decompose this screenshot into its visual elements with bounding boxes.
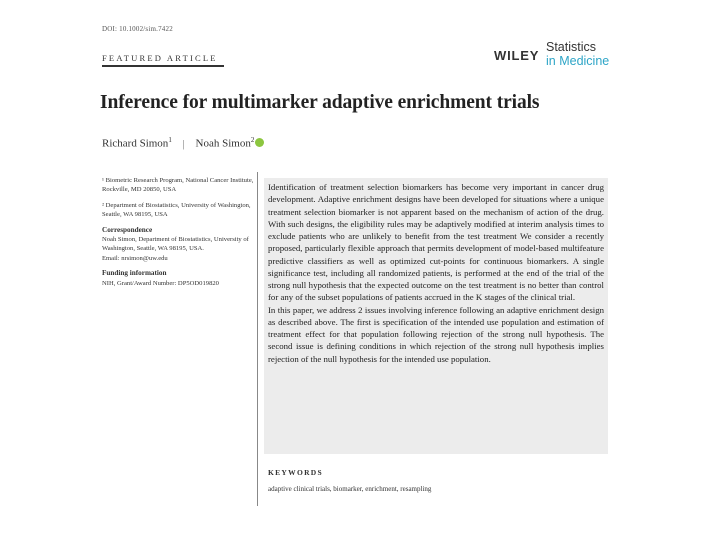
journal-logo xyxy=(494,40,614,72)
abstract-paragraph-1: Identification of treatment selection biomarkers has become very important in cancer drug development. Adaptive enrichment designs have been developed for situations where a unique treatment selection biomarker is not apparent based on the mechanism of action of the drug. With such designs, the eligibility rules may be adaptively modified at interim analysis times to exclude patients who are unlikely to benefit from the test treatment We consider a recently proposed, particularly flexible approach that permits development of model-based multifeature predictive classifiers as well as optimized cut-points for continuous biomarkers. A single significance test, including all randomized patients, is performed at the end of the trial of the strong null hypothesis that the expected outcome on the test treatment is no better than control for any of the subset populations of patients accrued in the K stages of the clinical trial. xyxy=(268,182,604,303)
correspondence-heading: Correspondence xyxy=(102,225,153,234)
keywords-heading: KEYWORDS xyxy=(268,468,323,477)
article-type-label: FEATURED ARTICLE xyxy=(102,53,218,63)
affiliation-2: ² Department of Biostatistics, University of Washington, Seattle, WA 98195, USA xyxy=(102,201,251,219)
orcid-icon[interactable] xyxy=(255,138,264,147)
author-affiliation-mark: 2 xyxy=(250,136,255,144)
journal-name-line2: in Medicine xyxy=(546,54,610,68)
affiliation-1: ¹ Biometric Research Program, National Cancer Institute, Rockville, MD 20850, USA xyxy=(102,177,254,194)
author-list xyxy=(102,136,264,150)
funding-heading: Funding information xyxy=(102,269,167,278)
author-separator: | xyxy=(182,137,185,150)
abstract-paragraph-2: In this paper, we address 2 issues involving inference following an adaptive enrichment design as described above. The first is specification of the intended use population and estimation of treatment effect for that population following rejection of the strong null hypothesis. The second issue is defining conditions in which rejection of the strong null hypothesis implies rejection of the null hypothesis for the intended use population. xyxy=(268,304,604,364)
article-type-underline xyxy=(102,65,224,67)
correspondence-text: Noah Simon, Department of Biostatistics, University of Washington, Seattle, WA 98195, USA. xyxy=(102,236,249,253)
correspondence-email[interactable]: Email: nrsimon@uw.edu xyxy=(102,254,168,262)
paper-title: Inference for multimarker adaptive enrichment trials xyxy=(100,92,540,113)
journal-name-line1: Statistics xyxy=(546,40,597,54)
column-divider xyxy=(257,172,258,506)
article-info-sidebar xyxy=(102,176,258,294)
doi-text: DOI: 10.1002/sim.7422 xyxy=(102,25,173,33)
abstract xyxy=(268,181,604,365)
funding-text: NIH, Grant/Award Number: DP5OD019820 xyxy=(102,279,219,287)
keywords-list: adaptive clinical trials, biomarker, enrichment, resampling xyxy=(268,485,432,493)
author-name: Noah Simon xyxy=(195,137,251,150)
author-name: Richard Simon xyxy=(102,137,169,150)
publisher-logo-text: WILEY xyxy=(494,48,540,63)
author-affiliation-mark: 1 xyxy=(168,136,172,144)
